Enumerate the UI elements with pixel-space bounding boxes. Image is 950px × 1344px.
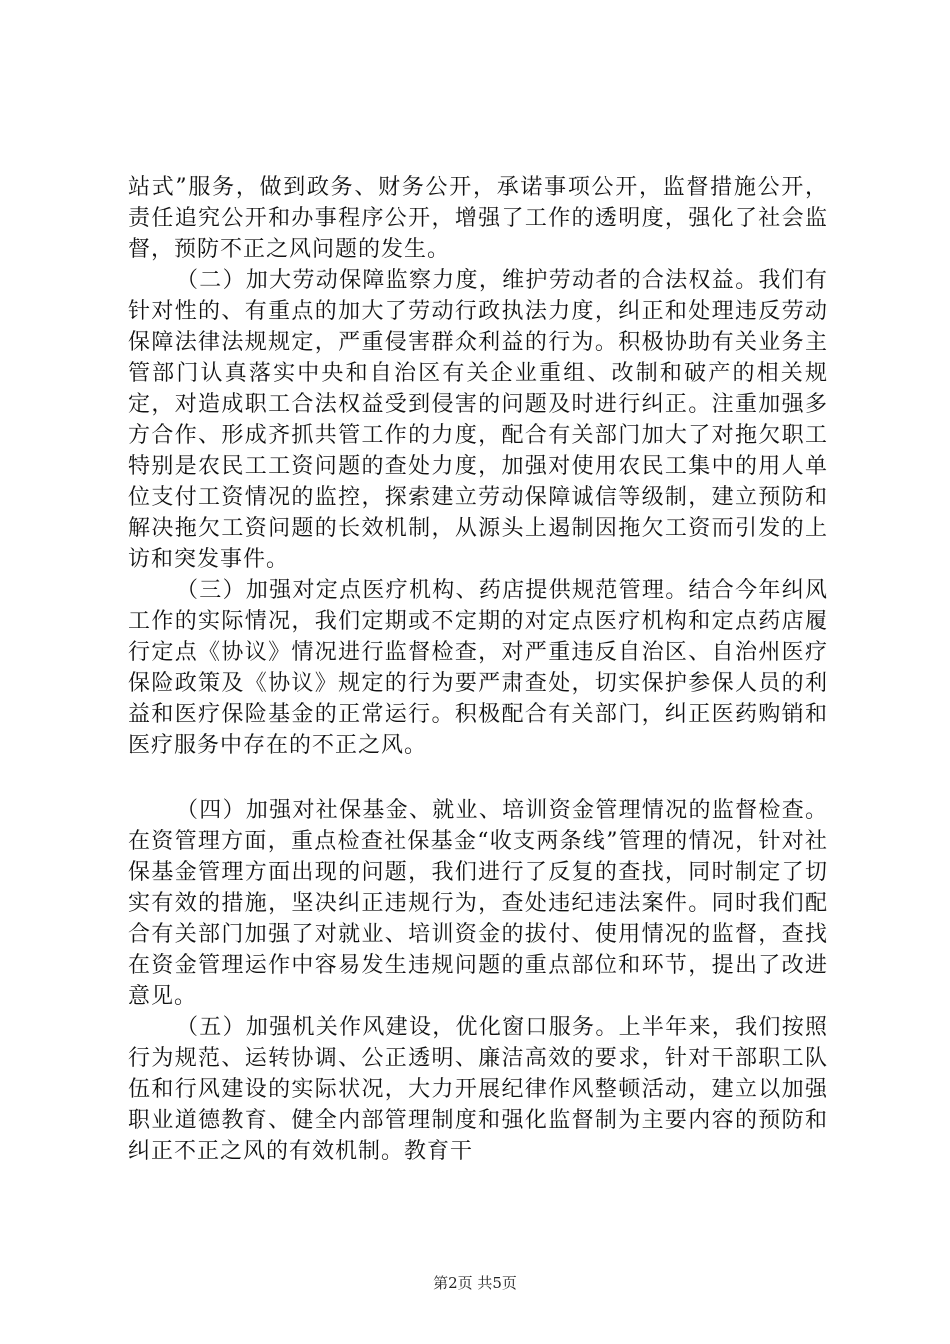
- paragraph-continuation: 站式”服务，做到政务、财务公开，承诺事项公开，监督措施公开，责任追究公开和办事程序公开，增强了工作的透明度，强化了社会监督，预防不正之风问题的发生。: [128, 175, 828, 262]
- paragraph-section-3: （三）加强对定点医疗机构、药店提供规范管理。结合今年纠风工作的实际情况，我们定期或不定期的对定点医疗机构和定点药店履行定点《协议》情况进行监督检查，对严重违反自治区、自治州医疗保险政策及《协议》规定的行为要严肃查处，切实保护参保人员的利益和医疗保险基金的正常运行。积极配合有关部门，纠正医药购销和医疗服务中存在的不正之风。: [128, 578, 828, 758]
- page-number-footer: 第2页 共5页: [433, 1274, 517, 1292]
- paragraph-section-4: （四）加强对社保基金、就业、培训资金管理情况的监督检查。在资管理方面，重点检查社保基金“收支两条线”管理的情况，针对社保基金管理方面出现的问题，我们进行了反复的查找，同时制定了切实有效的措施，坚决纠正违规行为，查处违纪违法案件。同时我们配合有关部门加强了对就业、培训资金的拔付、使用情况的监督，查找在资金管理运作中容易发生违规问题的重点部位和环节，提出了改进意见。: [128, 798, 828, 1009]
- paragraph-section-2: （二）加大劳动保障监察力度，维护劳动者的合法权益。我们有针对性的、有重点的加大了劳动行政执法力度，纠正和处理违反劳动保障法律法规规定，严重侵害群众利益的行为。积极协助有关业务主管部门认真落实中央和自治区有关企业重组、改制和破产的相关规定，对造成职工合法权益受到侵害的问题及时进行纠正。注重加强多方合作、形成齐抓共管工作的力度，配合有关部门加大了对拖欠职工特别是农民工工资问题的查处力度，加强对使用农民工集中的用人单位支付工资情况的监控，探索建立劳动保障诚信等级制，建立预防和解决拖欠工资问题的长效机制，从源头上遏制因拖欠工资而引发的上访和突发事件。: [128, 268, 828, 572]
- document-body: [128, 172, 828, 1167]
- paragraph-spacer: [128, 761, 828, 795]
- paragraph-section-5: （五）加强机关作风建设，优化窗口服务。上半年来，我们按照行为规范、运转协调、公正透明、廉洁高效的要求，针对干部职工队伍和行风建设的实际状况，大力开展纪律作风整顿活动，建立以加强职业道德教育、健全内部管理制度和强化监督制为主要内容的预防和纠正不正之风的有效机制。教育干: [128, 1015, 828, 1164]
